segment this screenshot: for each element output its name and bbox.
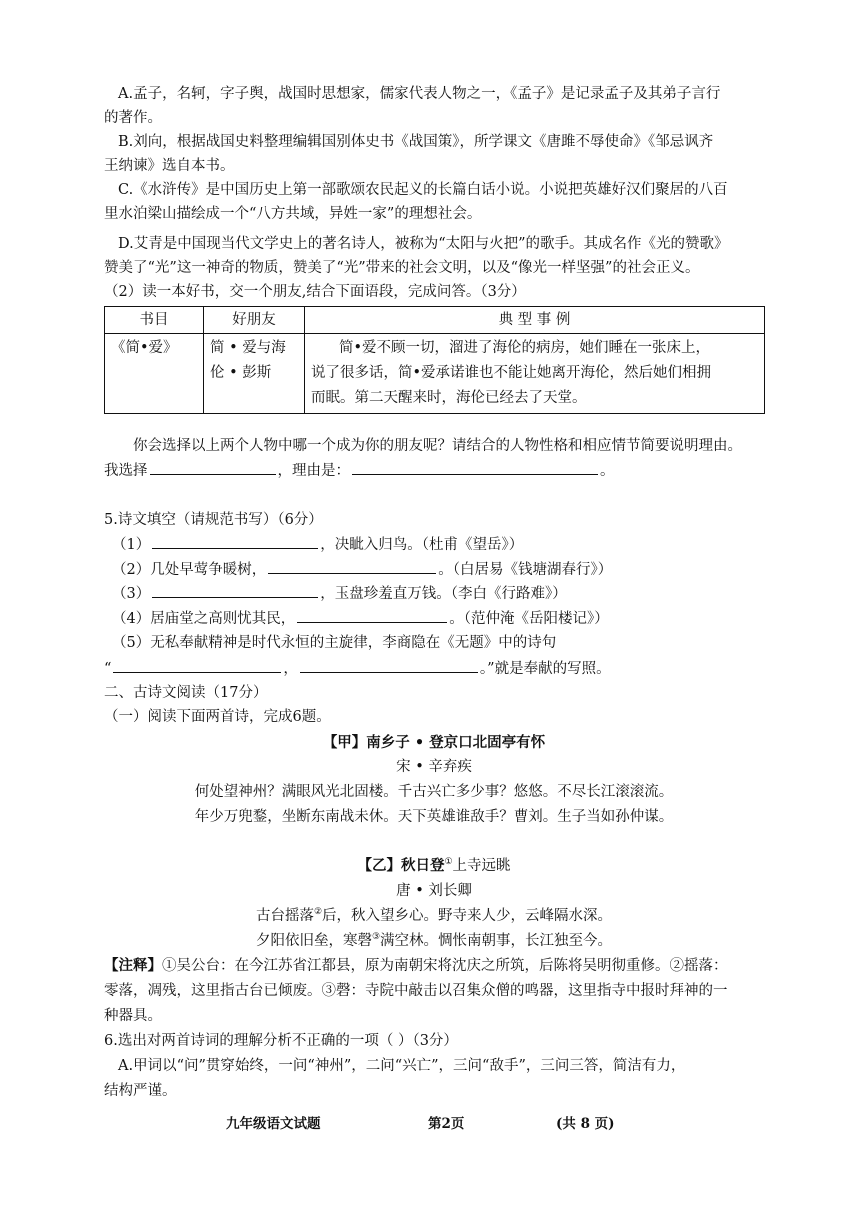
choose-label: 我选择 [104, 463, 148, 479]
q6-option-a-line1: A.甲词以“问”贯穿始终，一问“神州”，二问“兴亡”，三问“敌手”，三问三答，简洁有力， [118, 1058, 686, 1074]
q4-prompt: 你会选择以上两个人物中哪一个成为你的朋友呢？请结合的人物性格和相应情节简要说明理由。 [133, 438, 742, 454]
q5-item1 [112, 534, 523, 555]
option-b-line1: B.刘向，根据战国史料整理编辑国别体史书《战国策》，所学课文《唐雎不辱使命》《邹忌讽齐 [118, 134, 714, 150]
table-cell-book: 《简•爱》 [105, 334, 204, 414]
option-b-line2: 王纳谏》选自本书。 [104, 158, 235, 174]
item1-blank[interactable] [152, 534, 318, 549]
option-a-line2: 的著作。 [104, 110, 162, 126]
table-header-friend: 好朋友 [204, 307, 305, 334]
q6-option-a-line2: 结构严谨。 [104, 1083, 177, 1099]
item1-num: （1） [112, 537, 151, 553]
poem-b-line2 [0, 931, 868, 951]
footer-page: 第2页 [428, 1116, 465, 1132]
option-d-line2: 赞美了“光”这一神奇的物质，赞美了“光”带来的社会文明，以及“像光一样坚强”的社会正义。 [104, 260, 700, 276]
notes-line1-text: ①吴公台：在今江苏省江都县，原为南朝宋将沈庆之所筑，后陈将吴明彻重修。②摇落： [162, 958, 728, 974]
example-line2: 说了很多话，简•爱承诺谁也不能让她离开海伦，然后她们相拥 [311, 365, 712, 381]
end-mark: 。 [600, 463, 615, 479]
item5-open: “ [104, 661, 112, 677]
reason-label: ，理由是： [277, 463, 350, 479]
poem-b-line1-a: 古台摇落 [255, 908, 314, 924]
section2-subtitle: （一）阅读下面两首诗，完成6题。 [104, 709, 331, 725]
note-ref-1: ① [444, 857, 453, 868]
q5-title: 5.诗文填空（请规范书写）（6分） [104, 512, 323, 528]
item5-comma: ， [283, 661, 298, 677]
footer-subject: 九年级语文试题 [226, 1116, 321, 1132]
poem-b-title-pre: 【乙】秋日登 [357, 857, 445, 874]
table-header-book: 书目 [105, 307, 204, 334]
q5-item5-line2 [104, 658, 611, 679]
item5-blank2[interactable] [300, 658, 478, 673]
notes-label: 【注释】 [104, 957, 162, 974]
poem-a-author: 宋 • 辛弃疾 [396, 759, 472, 775]
q5-item5-line1: （5）无私奉献精神是时代永恒的主旋律，李商隐在《无题》中的诗句 [112, 635, 557, 651]
poem-b-title-post: 上寺远眺 [452, 858, 511, 874]
poem-a-line1: 何处望神州？满眼风光北固楼。千古兴亡多少事？悠悠。不尽长江滚滚流。 [194, 784, 674, 800]
poem-b-line2-a: 夕阳依旧垒，寒磬 [255, 933, 372, 949]
notes-line3: 种器具。 [104, 1008, 162, 1024]
friend-line1: 简 • 爱与海 [210, 340, 286, 356]
poem-a-line2: 年少万兜鍪，坐断东南战未休。天下英雄谁敌手？曹刘。生子当如孙仲谋。 [194, 809, 674, 825]
item2-tail: 。（白居易《钱塘湖春行》） [438, 562, 613, 578]
option-c-line1: C.《水浒传》是中国历史上第一部歌颂农民起义的长篇白话小说。小说把英雄好汉们聚居的八百 [118, 182, 728, 198]
q5-item4 [112, 608, 609, 629]
poem-b-title [0, 856, 868, 876]
item4-blank[interactable] [297, 608, 447, 623]
book-friend-table [104, 306, 765, 414]
section2-title: 二、古诗文阅读（17分） [104, 685, 268, 701]
item5-close: 。”就是奉献的写照。 [479, 661, 611, 677]
q5-item3 [112, 583, 567, 604]
item1-text: ，决眦入归鸟。（杜甫《望岳》） [320, 537, 524, 553]
table-cell-example [305, 334, 765, 414]
example-line1: 简•爱不顾一切，溜进了海伦的病房，她们睡在一张床上， [339, 340, 711, 356]
poem-b-author: 唐 • 刘长卿 [396, 883, 472, 899]
notes-line1 [104, 956, 728, 976]
table-header-example: 典 型 事 例 [305, 307, 765, 334]
item4-tail: 。（范仲淹《岳阳楼记》） [449, 611, 609, 627]
friend-line2: 伦 • 彭斯 [210, 365, 272, 381]
example-line3: 而眠。第二天醒来时，海伦已经去了天堂。 [311, 390, 587, 406]
reason-blank[interactable] [352, 460, 598, 475]
option-a-line1: A.孟子，名轲，字子舆，战国时思想家，儒家代表人物之一，《孟子》是记录孟子及其弟子言行 [118, 86, 721, 102]
item3-num: （3） [112, 586, 151, 602]
note-ref-2: ② [313, 907, 323, 918]
poem-b-line2-b: 满空林。惆怅南朝事，长江独至今。 [380, 933, 613, 949]
option-c-line2: 里水泊梁山描绘成一个“八方共域，异姓一家”的理想社会。 [104, 206, 482, 222]
choose-blank[interactable] [150, 460, 276, 475]
item5-blank1[interactable] [113, 658, 281, 673]
footer-total: (共 8 页) [556, 1116, 615, 1132]
poem-b-line1-b: 后，秋入望乡心。野寺来人少，云峰隔水深。 [322, 908, 613, 924]
item4-text: （4）居庙堂之高则忧其民， [112, 611, 296, 627]
table-header-row [105, 307, 765, 334]
item2-blank[interactable] [268, 559, 436, 574]
q4-part2-title: （2）读一本好书，交一个朋友,结合下面语段，完成问答。（3分） [104, 284, 526, 300]
note-ref-3: ③ [371, 932, 381, 943]
q4-answer-line [104, 460, 615, 481]
poem-a-title-text: 【甲】南乡子 • 登京口北固亭有怀 [322, 734, 546, 751]
poem-b-line1 [0, 906, 868, 926]
option-d-line1: D.艾青是中国现当代文学史上的著名诗人，被称为“太阳与火把”的歌手。其成名作《光的赞歌》 [118, 236, 729, 252]
table-cell-friend [204, 334, 305, 414]
item2-text: （2）几处早莺争暖树， [112, 562, 267, 578]
q5-item2 [112, 559, 612, 580]
item3-text: ，玉盘珍羞直万钱。（李白《行路难》） [320, 586, 567, 602]
item3-blank[interactable] [152, 583, 318, 598]
poem-a-title [0, 733, 868, 753]
table-row [105, 334, 765, 414]
notes-line2: 零落，凋残，这里指古台已倾废。③磬：寺院中敲击以召集众僧的鸣器，这里指寺中报时拜神的一 [104, 983, 728, 999]
q6-title: 6.选出对两首诗词的理解分析不正确的一项（ ）（3分） [104, 1033, 458, 1049]
